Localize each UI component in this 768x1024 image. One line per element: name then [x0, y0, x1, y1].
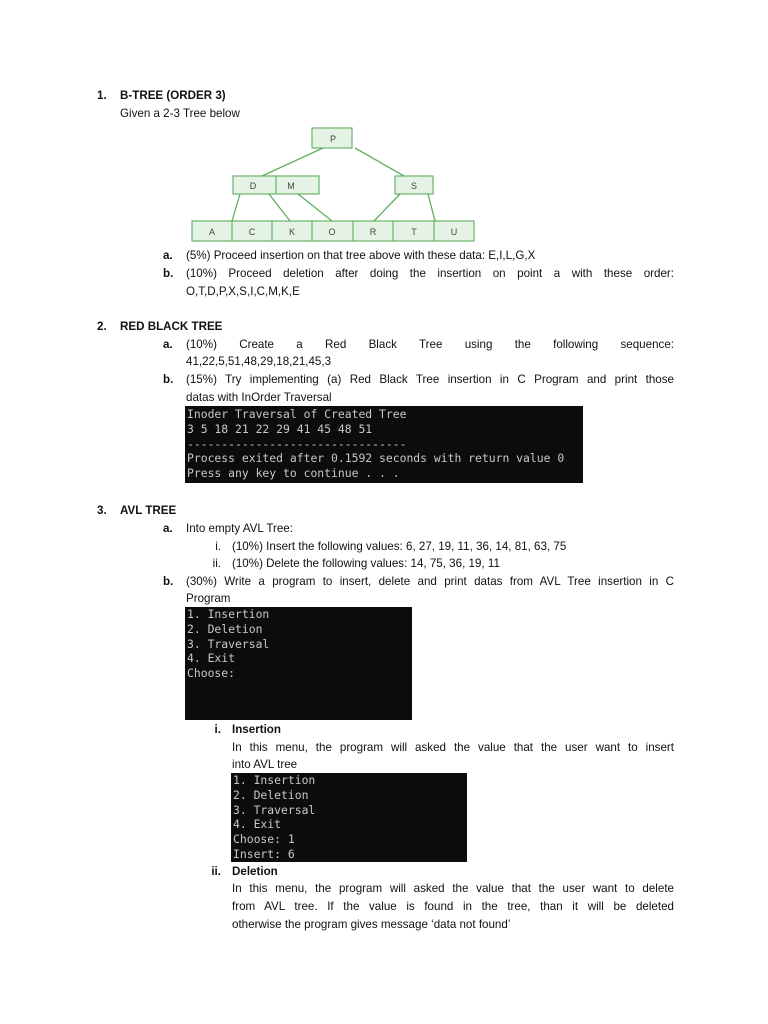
s2-item-b-line2: datas with InOrder Traversal [186, 391, 332, 404]
console-line: 3. Traversal [233, 802, 316, 817]
b-tree-diagram [0, 0, 768, 260]
section-2-title: RED BLACK TREE [120, 320, 223, 333]
avl-menu-console [185, 607, 412, 720]
s1-item-a-mark: a. [163, 249, 173, 262]
s3-a-sub-i-text: (10%) Insert the following values: 6, 27, 19, 11, 36, 14, 81, 63, 75 [232, 540, 567, 553]
tree-leaf-key: R [369, 227, 377, 237]
s3-deletion-line3: otherwise the program gives message ‘data not found’ [232, 918, 511, 931]
section-1-intro: Given a 2-3 Tree below [120, 107, 240, 120]
console-line: Process exited after 0.1592 seconds with return value 0 [187, 451, 565, 466]
console-line: Choose: [187, 666, 236, 681]
s3-a-sub-ii-text: (10%) Delete the following values: 14, 75, 36, 19, 11 [232, 557, 500, 570]
section-1-number: 1. [97, 89, 107, 102]
tree-leaf-key: A [208, 227, 216, 237]
s3-item-a-mark: a. [163, 522, 173, 535]
s3-deletion-title: Deletion [232, 865, 278, 878]
console-line: 3 5 18 21 22 29 41 45 48 51 [187, 421, 373, 436]
section-3-number: 3. [97, 504, 107, 517]
s2-item-b-line1: (15%) Try implementing (a) Red Black Tree insertion in C Program and print those [186, 373, 674, 386]
s1-item-a-text: (5%) Proceed insertion on that tree above with these data: E,I,L,G,X [186, 249, 536, 262]
tree-leaf-key: C [248, 227, 256, 237]
s3-item-b-mark: b. [163, 575, 174, 588]
tree-key-mid-left-1: D [249, 181, 257, 191]
rbt-console-output [185, 406, 583, 483]
console-line: Choose: 1 [233, 832, 295, 847]
tree-leaf-key: K [288, 227, 296, 237]
console-line: 1. Insertion [233, 773, 316, 787]
console-line: 1. Insertion [187, 607, 270, 621]
console-line: Inoder Traversal of Created Tree [187, 407, 407, 421]
section-1-title: B-TREE (ORDER 3) [120, 89, 226, 102]
console-line: 4. Exit [187, 651, 236, 666]
s3-deletion-line2: from AVL tree. If the value is found in the tree, than it will be deleted [232, 900, 674, 913]
tree-key-mid-left-2: M [287, 181, 295, 191]
s2-item-b-mark: b. [163, 373, 174, 386]
console-line: -------------------------------- [187, 436, 407, 451]
tree-key-root: P [329, 134, 337, 144]
console-line: 2. Deletion [233, 787, 309, 802]
s3-item-b-line2: Program [186, 592, 231, 605]
console-line: Press any key to continue . . . [187, 466, 400, 481]
console-line: 4. Exit [233, 817, 282, 832]
s2-item-a-line2: 41,22,5,51,48,29,18,21,45,3 [186, 355, 332, 368]
s1-item-b-line2: O,T,D,P,X,S,I,C,M,K,E [186, 285, 300, 298]
s3-item-a-text: Into empty AVL Tree: [186, 522, 293, 535]
s1-item-b-line1: (10%) Proceed deletion after doing the insertion on point a with these order: [186, 267, 674, 280]
tree-leaf-key: O [328, 227, 336, 237]
section-2-number: 2. [97, 320, 107, 333]
s3-deletion-line1: In this menu, the program will asked the value that the user want to delete [232, 882, 674, 895]
console-line: 3. Traversal [187, 636, 270, 651]
s3-insertion-line1: In this menu, the program will asked the value that the user want to insert [232, 741, 674, 754]
tree-leaf-key: T [411, 227, 417, 237]
tree-leaf-key: U [450, 227, 458, 237]
s2-item-a-line1: (10%) Create a Red Black Tree using the following sequence: [186, 338, 674, 351]
avl-insert-console [231, 773, 467, 862]
s3-deletion-mark: ii. [211, 865, 221, 878]
section-3-title: AVL TREE [120, 504, 177, 517]
s3-a-sub-ii-mark: ii. [212, 557, 221, 570]
s3-insertion-line2: into AVL tree [232, 758, 298, 771]
s3-insertion-title: Insertion [232, 723, 281, 736]
s2-item-a-mark: a. [163, 338, 173, 351]
tree-key-mid-right: S [410, 181, 418, 191]
console-line: Insert: 6 [233, 846, 295, 861]
console-line: 2. Deletion [187, 621, 263, 636]
s1-item-b-mark: b. [163, 267, 174, 280]
s3-insertion-mark: i. [214, 723, 221, 736]
s3-a-sub-i-mark: i. [215, 540, 221, 553]
s3-item-b-line1: (30%) Write a program to insert, delete and print datas from AVL Tree insertion in C [186, 575, 674, 588]
